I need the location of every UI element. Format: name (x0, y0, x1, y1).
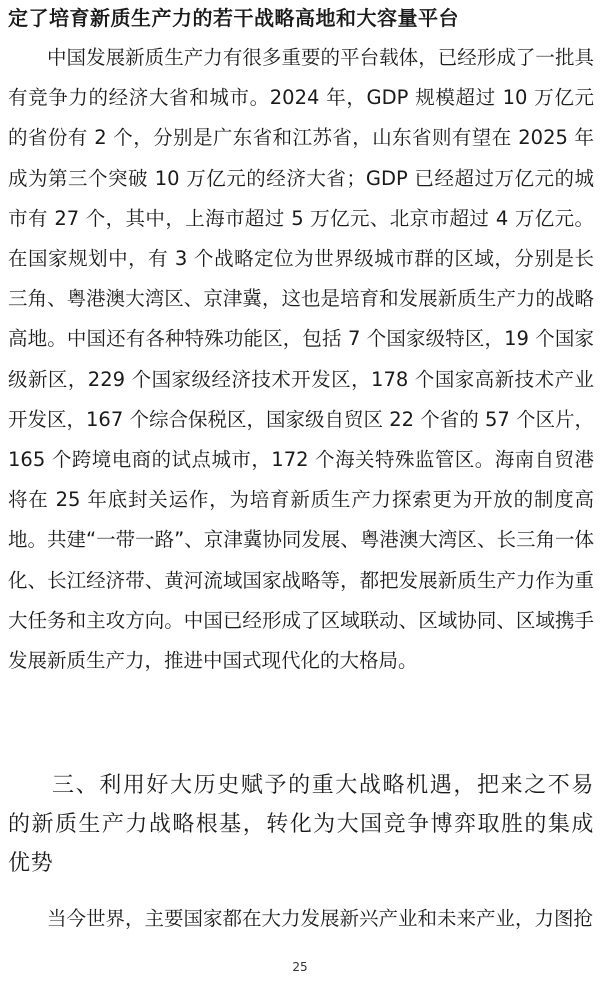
section-title: 三、利用好大历史赋予的重大战略机遇，把来之不易的新质生产力战略根基，转化为大国竞争博弈取胜的集成优势 (8, 773, 594, 876)
page-number: 25 (292, 960, 308, 974)
body-paragraph-continued: 当今世界，主要国家都在大力发展新兴产业和未来产业，力图抢 (47, 907, 594, 930)
section-heading: 定了培育新质生产力的若干战略高地和大容量平台 (8, 6, 459, 30)
body-paragraph: 中国发展新质生产力有很多重要的平台载体，已经形成了一批具有竞争力的经济大省和城市。2024 年，GDP 规模超过 10 万亿元的省份有 2 个，分别是广东省和江苏省，山东省则有望在 2025 年成为第三个突破 10 万亿元的经济大省；GDP 已经超过万亿元的城市有 27 个，其中，上海市超过 5 万亿元、北京市超过 4 万亿元。在国家规划中，有 3 个战略定位为世界级城市群的区域，分别是长三角、粤港澳大湾区、京津冀，这也是培育和发展新质生产力的战略高地。中国还有各种特殊功能区，包括 7 个国家级特区，19 个国家级新区，229 个国家级经济技术开发区，178 个国家高新技术产业开发区，167 个综合保税区，国家级自贸区 22 个省的 57 个区片，165 个跨境电商的试点城市，172 个海关特殊监管区。海南自贸港将在 25 年底封关运作，为培育新质生产力探索更为开放的制度高地。共建“一带一路”、京津冀协同发展、粤港澳大湾区、长三角一体化、长江经济带、黄河流域国家战略等，都把发展新质生产力作为重大任务和主攻方向。中国已经形成了区域联动、区域协同、区域携手发展新质生产力，推进中国式现代化的大格局。 (8, 46, 594, 673)
